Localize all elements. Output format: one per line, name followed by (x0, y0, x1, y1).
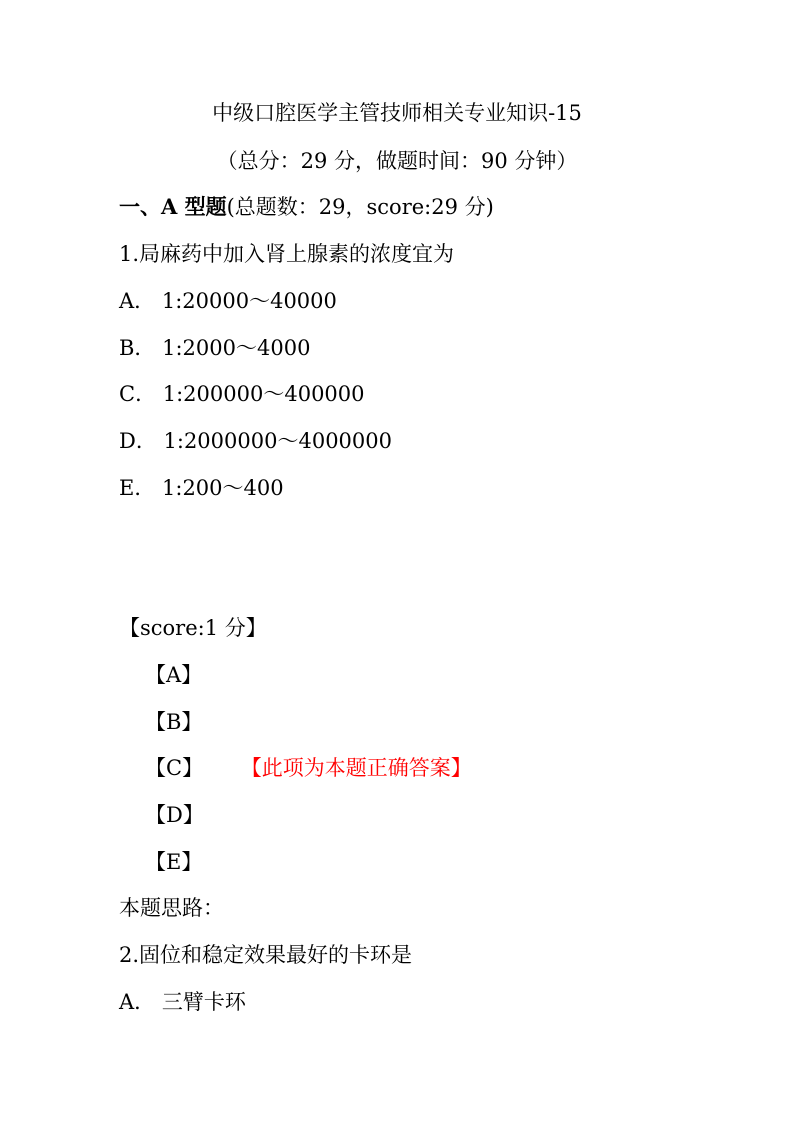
question-2-stem: 2.固位和稳定效果最好的卡环是 (119, 943, 413, 967)
section-label: 一、A 型题 (119, 194, 227, 219)
question-1-score: 【score:1 分】 (119, 616, 267, 640)
document-title: 中级口腔医学主管技师相关专业知识-15 (212, 101, 582, 125)
question-1-stem: 1.局麻药中加入肾上腺素的浓度宜为 (119, 242, 455, 266)
answer-key-e: 【E】 (145, 850, 203, 874)
explanation-label: 本题思路： (119, 896, 224, 920)
document-subtitle: （总分：29 分，做题时间：90 分钟） (216, 149, 578, 173)
question-1-option-b: B． 1:2000～4000 (119, 336, 311, 360)
correct-answer-note: 【此项为本题正确答案】 (240, 756, 472, 780)
answer-key-b: 【B】 (145, 710, 203, 734)
question-1-option-c: C． 1:200000～400000 (119, 382, 365, 406)
question-2-option-a: A． 三臂卡环 (119, 990, 246, 1014)
question-1-option-d: D． 1:2000000～4000000 (119, 429, 392, 453)
answer-key-d: 【D】 (145, 803, 204, 827)
section-heading (119, 192, 494, 222)
question-1-option-a: A． 1:20000～40000 (119, 289, 337, 313)
section-info: (总题数：29，score:29 分) (226, 195, 494, 219)
answer-key-a: 【A】 (145, 663, 203, 687)
answer-key-c-row (145, 753, 472, 783)
answer-key-c: 【C】 (145, 756, 204, 780)
question-1-option-e: E． 1:200～400 (119, 476, 284, 500)
